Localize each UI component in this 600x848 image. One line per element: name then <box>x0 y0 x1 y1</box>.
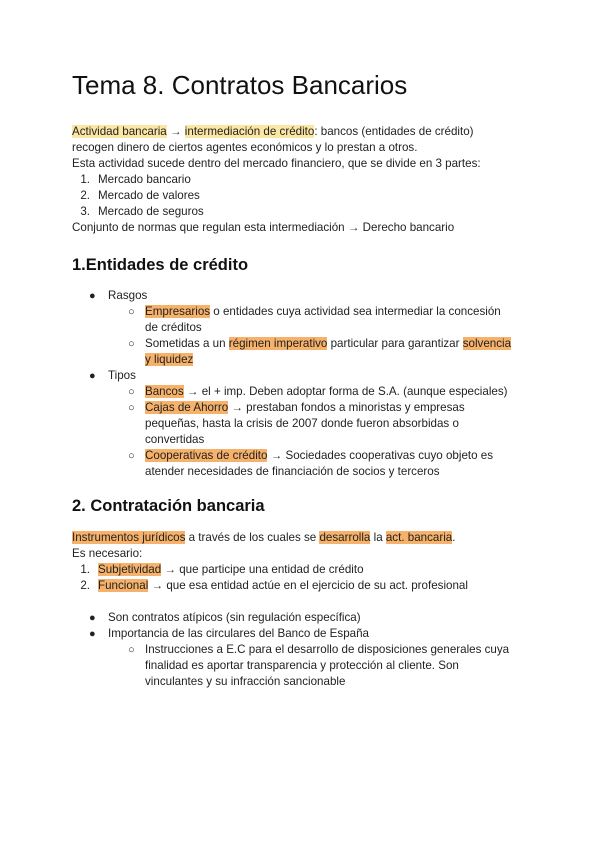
highlight-actividad: Actividad bancaria <box>72 125 167 138</box>
bullet-icon: ● <box>89 370 96 382</box>
circle-bullet-icon: ○ <box>128 450 135 462</box>
list-item: Cajas de Ahorro → prestaban fondos a minoristas y empresas <box>145 401 465 414</box>
section-heading-entidades: 1.Entidades de crédito <box>72 256 249 274</box>
highlight-intermediacion: intermediación de crédito <box>184 125 315 138</box>
circle-bullet-icon: ○ <box>128 386 135 398</box>
intro-line-4: Conjunto de normas que regulan esta intermediación → Derecho bancario <box>72 221 455 234</box>
list-item-rasgos: Rasgos <box>108 289 148 302</box>
list-item-continued: y liquidez <box>145 353 194 366</box>
list-item: Empresarios o entidades cuya actividad sea intermediar la concesión <box>145 305 501 318</box>
list-item-continued: convertidas <box>145 433 205 446</box>
list-item-continued: finalidad es aportar transparencia y protección al cliente. Son <box>145 659 459 672</box>
page-title: Tema 8. Contratos Bancarios <box>72 70 408 100</box>
list-item: Cooperativas de crédito → Sociedades cooperativas cuyo objeto es <box>145 449 494 462</box>
list-item: Importancia de las circulares del Banco de España <box>108 627 370 640</box>
bullet-icon: ● <box>89 290 96 302</box>
list-item: 1. Subjetividad → que participe una entidad de crédito <box>80 563 364 576</box>
paragraph-necesario: Es necesario: <box>72 547 143 560</box>
intro-line-3: Esta actividad sucede dentro del mercado financiero, que se divide en 3 partes: <box>72 157 481 170</box>
list-item: 2. Mercado de valores <box>80 189 200 202</box>
list-item: Instrucciones a E.C para el desarrollo de disposiciones generales cuya <box>145 643 510 656</box>
list-item: 1. Mercado bancario <box>80 173 191 186</box>
list-item-continued: vinculantes y su infracción sancionable <box>145 675 346 688</box>
circle-bullet-icon: ○ <box>128 644 135 656</box>
list-item: Bancos → el + imp. Deben adoptar forma de S.A. (aunque especiales) <box>145 385 508 398</box>
intro-line-1: Actividad bancaria → intermediación de crédito: bancos (entidades de crédito) <box>72 125 474 138</box>
circle-bullet-icon: ○ <box>128 306 135 318</box>
list-item: Sometidas a un régimen imperativo particular para garantizar solvencia <box>145 337 512 350</box>
list-item-continued: atender necesidades de financiación de socios y terceros <box>145 465 440 478</box>
section-heading-contratacion: 2. Contratación bancaria <box>72 497 265 515</box>
circle-bullet-icon: ○ <box>128 338 135 350</box>
list-item: Son contratos atípicos (sin regulación específica) <box>108 611 361 624</box>
bullet-icon: ● <box>89 628 96 640</box>
list-item: 3. Mercado de seguros <box>80 205 204 218</box>
paragraph-instrumentos: Instrumentos jurídicos a través de los cuales se desarrolla la act. bancaria. <box>72 531 456 544</box>
list-item: 2. Funcional → que esa entidad actúe en el ejercicio de su act. profesional <box>80 579 468 592</box>
list-item-continued: pequeñas, hasta la crisis de 2007 donde fueron absorbidas o <box>145 417 459 430</box>
list-item-continued: de créditos <box>145 321 202 334</box>
circle-bullet-icon: ○ <box>128 402 135 414</box>
intro-line-2: recogen dinero de ciertos agentes económicos y lo prestan a otros. <box>72 141 418 154</box>
list-item-tipos: Tipos <box>108 369 136 382</box>
bullet-icon: ● <box>89 612 96 624</box>
